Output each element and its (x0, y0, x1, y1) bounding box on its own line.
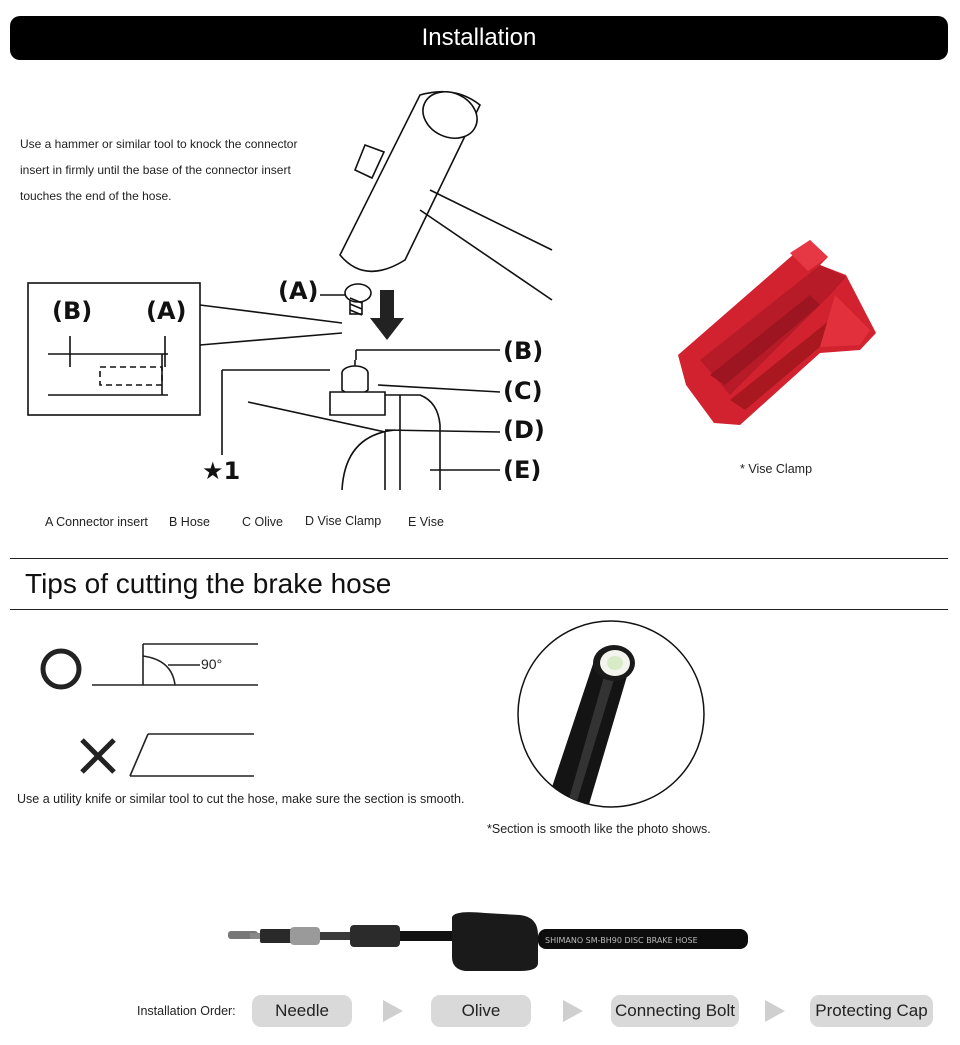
arrow-down-icon (370, 290, 404, 340)
label-d: (D) (503, 416, 545, 444)
legend-item: C Olive (242, 515, 283, 529)
inset-label-a: (A) (146, 297, 187, 325)
order-step-connecting-bolt: Connecting Bolt (611, 995, 739, 1027)
installation-banner (10, 16, 948, 60)
vise-clamp-caption: * Vise Clamp (740, 462, 813, 476)
label-e: (E) (503, 456, 542, 484)
cut-angle-diagram (30, 630, 270, 790)
order-step-protecting-cap: Protecting Cap (810, 995, 933, 1027)
legend-item: E Vise (408, 515, 444, 529)
tips-title: Tips of cutting the brake hose (25, 568, 392, 599)
hammer-illustration (340, 83, 552, 300)
banner-title: Installation (421, 24, 537, 51)
brake-hose-image (220, 905, 755, 985)
instruction-line: insert in firmly until the base of the connector insert (20, 163, 291, 177)
arrow-right-icon (765, 1000, 785, 1022)
section-divider-bottom (10, 609, 948, 610)
section-divider-top (10, 558, 948, 559)
instruction-line: Use a hammer or similar tool to knock the connector (20, 137, 298, 151)
angle-label: 90° (201, 656, 223, 672)
label-a: (A) (278, 277, 319, 305)
cut-instruction: Use a utility knife or similar tool to cut the hose, make sure the section is smooth. (17, 792, 465, 806)
inset-label-b: (B) (52, 297, 93, 325)
order-step-olive: Olive (431, 995, 531, 1027)
hose-print-text: SHIMANO SM-BH90 DISC BRAKE HOSE (545, 936, 698, 945)
label-b: (B) (503, 337, 544, 365)
order-step-needle: Needle (252, 995, 352, 1027)
label-star-1: ★1 (202, 457, 241, 485)
photo-caption: *Section is smooth like the photo shows. (487, 822, 711, 836)
instruction-line: touches the end of the hose. (20, 189, 172, 203)
label-c: (C) (503, 377, 543, 405)
legend-item: B Hose (169, 515, 210, 529)
vise-illustration (222, 284, 500, 490)
arrow-right-icon (563, 1000, 583, 1022)
legend-item: A Connector insert (45, 515, 148, 529)
legend-item: D Vise Clamp (305, 514, 382, 528)
hose-section-photo (515, 618, 707, 810)
order-label: Installation Order: (137, 1004, 236, 1018)
correct-circle-icon (43, 651, 79, 687)
arrow-right-icon (383, 1000, 403, 1022)
vise-clamp-image (670, 235, 885, 435)
